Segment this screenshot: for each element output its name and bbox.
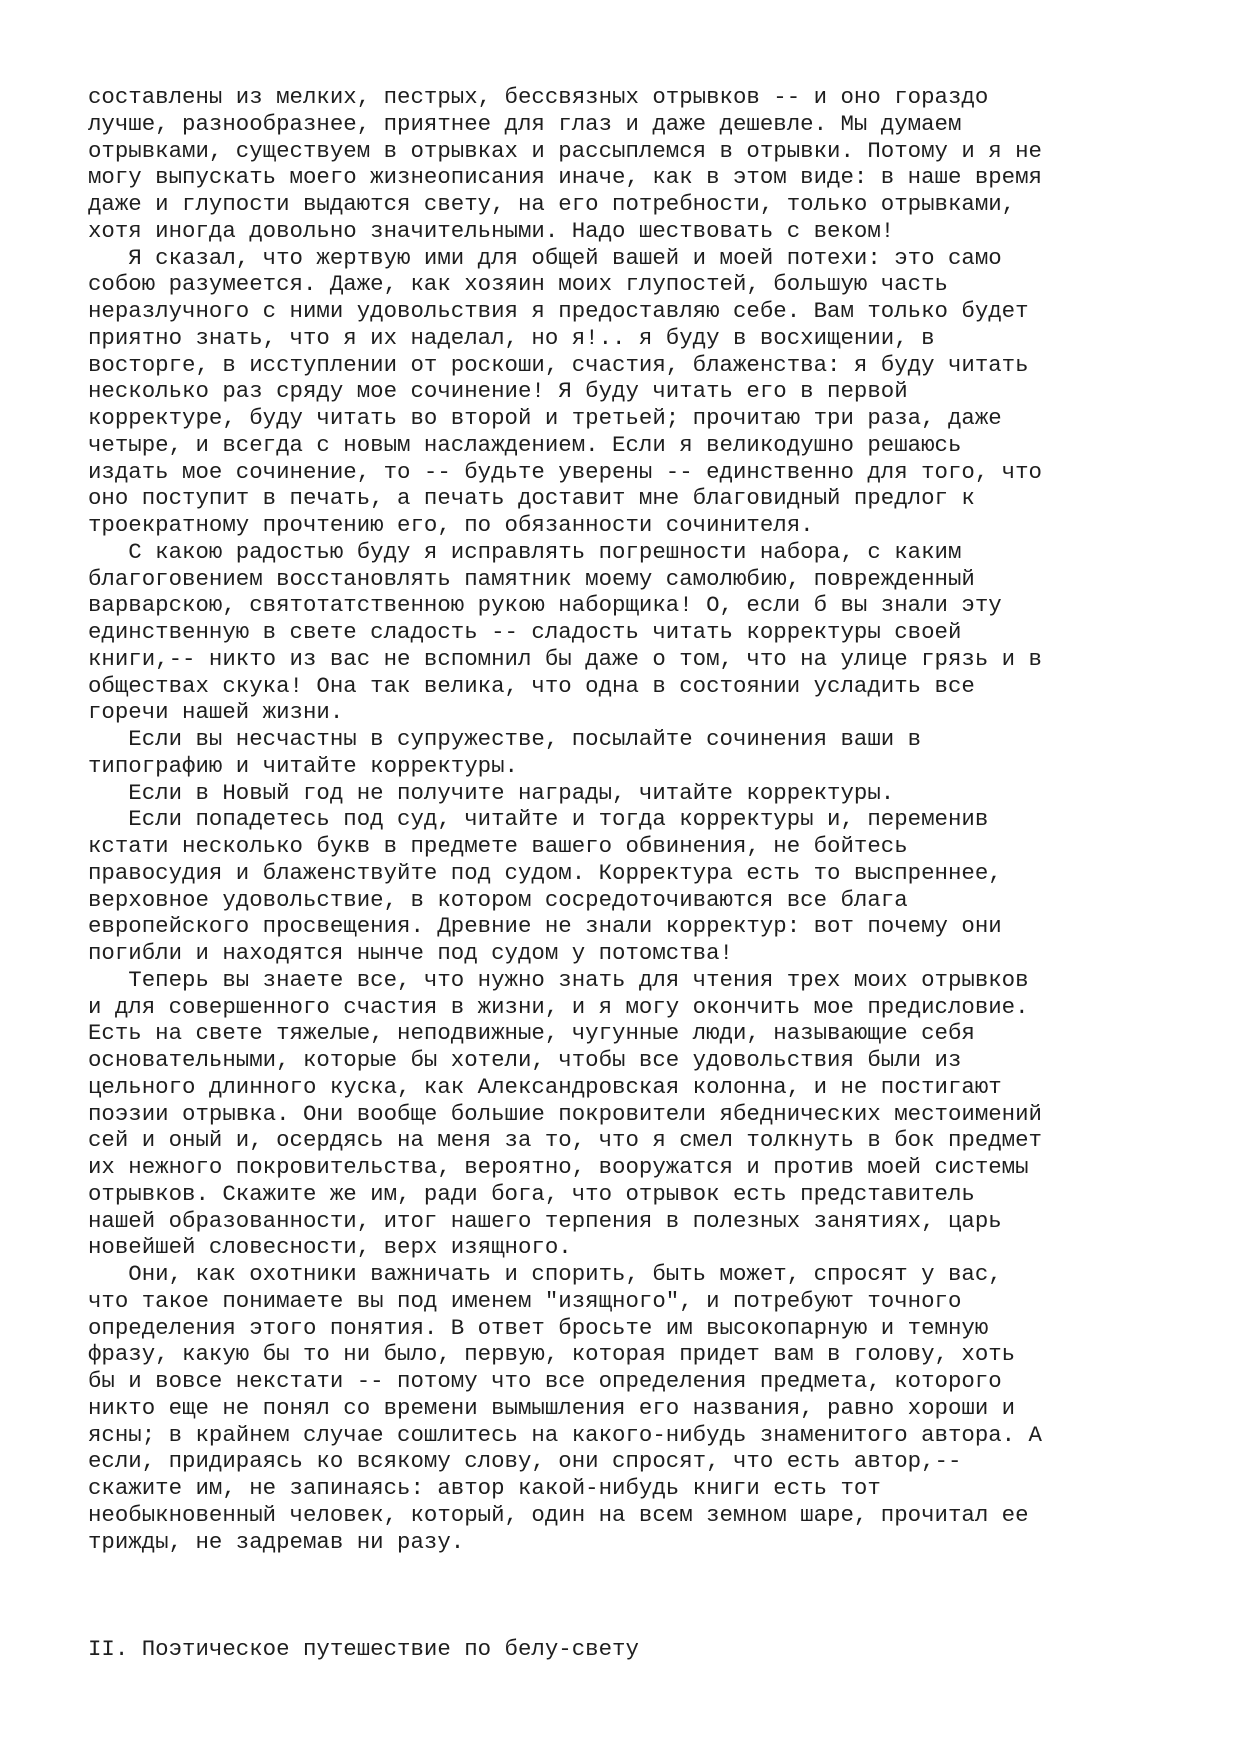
- text-line: и для совершенного счастия в жизни, и я могу окончить мое предисловие.: [88, 993, 1029, 1020]
- text-line: фразу, какую бы то ни было, первую, которая придет вам в голову, хоть: [88, 1341, 1016, 1368]
- text-line: основательными, которые бы хотели, чтобы все удовольствия были из: [88, 1047, 962, 1073]
- text-line: книги,-- никто из вас не вспомнил бы даже о том, что на улице грязь и в: [88, 645, 1042, 672]
- text-line: что такое понимаете вы под именем "изящного", и потребуют точного: [88, 1287, 962, 1314]
- text-line: Они, как охотники важничать и спорить, быть может, спросят у вас,: [88, 1261, 1002, 1287]
- text-line: варварскою, святотатственною рукою наборщика! О, если б вы знали эту: [88, 592, 1002, 619]
- text-line: Я сказал, что жертвую ими для общей вашей и моей потехи: это само: [88, 244, 1002, 271]
- text-line: цельного длинного куска, как Александровская колонна, и не постигают: [88, 1073, 1002, 1100]
- text-line: ясны; в крайнем случае сошлитесь на какого-нибудь знаменитого автора. А: [88, 1421, 1042, 1448]
- text-line: корректуре, буду читать во второй и третьей; прочитаю три раза, даже: [88, 405, 1002, 431]
- text-line: европейского просвещения. Древние не знали корректур: вот почему они: [88, 913, 1002, 940]
- text-line: даже и глупости выдаются свету, на его потребности, только отрывками,: [88, 191, 1016, 217]
- text-line: благоговением восстановлять памятник моему самолюбию, поврежденный: [88, 565, 975, 592]
- text-line: лучше, разнообразнее, приятнее для глаз и даже дешевле. Мы думаем: [88, 110, 962, 137]
- text-line: троекратному прочтению его, по обязанности сочинителя.: [88, 512, 814, 538]
- text-line: нашей образованности, итог нашего терпения в полезных занятиях, царь: [88, 1207, 1002, 1234]
- text-line: новейшей словесности, верх изящного.: [88, 1234, 572, 1261]
- text-line: если, придираясь ко всякому слову, они спросят, что есть автор,--: [88, 1448, 962, 1475]
- text-line: издать мое сочинение, то -- будьте уверены -- единственно для того, что: [88, 458, 1042, 485]
- text-line: кстати несколько букв в предмете вашего обвинения, не бойтесь: [88, 833, 908, 859]
- text-line: хотя иногда довольно значительными. Надо шествовать с веком!: [88, 217, 895, 244]
- text-line: определения этого понятия. В ответ бросьте им высокопарную и темную: [88, 1314, 989, 1341]
- text-line: их нежного покровительства, вероятно, вооружатся и против моей системы: [88, 1154, 1029, 1180]
- text-line: приятно знать, что я их наделал, но я!.. я буду в восхищении, в: [88, 324, 935, 351]
- text-line: бы и вовсе некстати -- потому что все определения предмета, которого: [88, 1368, 1002, 1394]
- text-line: Если попадетесь под суд, читайте и тогда корректуры и, переменив: [88, 806, 989, 833]
- text-line: типографию и читайте корректуры.: [88, 752, 518, 779]
- text-line: горечи нашей жизни.: [88, 699, 344, 726]
- text-line: погибли и находятся нынче под судом у потомства!: [88, 940, 733, 966]
- text-line: никто еще не понял со времени вымышления его названия, равно хороши и: [88, 1394, 1016, 1421]
- text-line: Есть на свете тяжелые, неподвижные, чугунные люди, называющие себя: [88, 1020, 975, 1047]
- text-line: Если вы несчастны в супружестве, посылайте сочинения ваши в: [88, 726, 922, 752]
- text-line: неразлучного с ними удовольствия я предоставляю себе. Вам только будет: [88, 298, 1029, 324]
- text-line: обществах скука! Она так велика, что одна в состоянии усладить все: [88, 672, 975, 699]
- text-line: могу выпускать моего жизнеописания иначе, как в этом виде: в наше время: [88, 164, 1042, 191]
- text-line: собою разумеется. Даже, как хозяин моих глупостей, большую часть: [88, 271, 948, 298]
- text-line: необыкновенный человек, который, один на всем земном шаре, прочитал ее: [88, 1501, 1029, 1528]
- text-line: трижды, не задремав ни разу.: [88, 1528, 465, 1555]
- text-line: сей и оный и, осердясь на меня за то, что я смел толкнуть в бок предмет: [88, 1127, 1042, 1154]
- text-line: поэзии отрывка. Они вообще большие покровители ябеднических местоимений: [88, 1100, 1042, 1127]
- text-line: верховное удовольствие, в котором сосредоточиваются все блага: [88, 886, 908, 913]
- text-line: С какою радостью буду я исправлять погрешности набора, с каким: [88, 538, 962, 565]
- text-line: Теперь вы знаете все, что нужно знать для чтения трех моих отрывков: [88, 966, 1029, 993]
- text-line: составлены из мелких, пестрых, бессвязных отрывков -- и оно гораздо: [88, 84, 989, 110]
- text-line: восторге, в исступлении от роскоши, счастия, блаженства: я буду читать: [88, 351, 1029, 378]
- text-line: четыре, и всегда с новым наслаждением. Если я великодушно решаюсь: [88, 431, 962, 458]
- text-line: правосудия и блаженствуйте под судом. Корректура есть то выспреннее,: [88, 859, 1002, 886]
- text-line: скажите им, не запинаясь: автор какой-нибудь книги есть тот: [88, 1475, 881, 1501]
- text-line: оно поступит в печать, а печать доставит мне благовидный предлог к: [88, 485, 975, 512]
- text-line: отрывками, существуем в отрывках и рассыплемся в отрывки. Потому и я не: [88, 137, 1042, 164]
- text-line: единственную в свете сладость -- сладость читать корректуры своей: [88, 619, 962, 645]
- text-line: отрывков. Скажите же им, ради бога, что отрывок есть представитель: [88, 1180, 975, 1207]
- body-text: [88, 84, 1198, 1555]
- text-line: Если в Новый год не получите награды, читайте корректуры.: [88, 779, 895, 806]
- text-line: несколько раз сряду мое сочинение! Я буду читать его в первой: [88, 378, 908, 405]
- section-heading: II. Поэтическое путешествие по белу-свету: [88, 1636, 639, 1662]
